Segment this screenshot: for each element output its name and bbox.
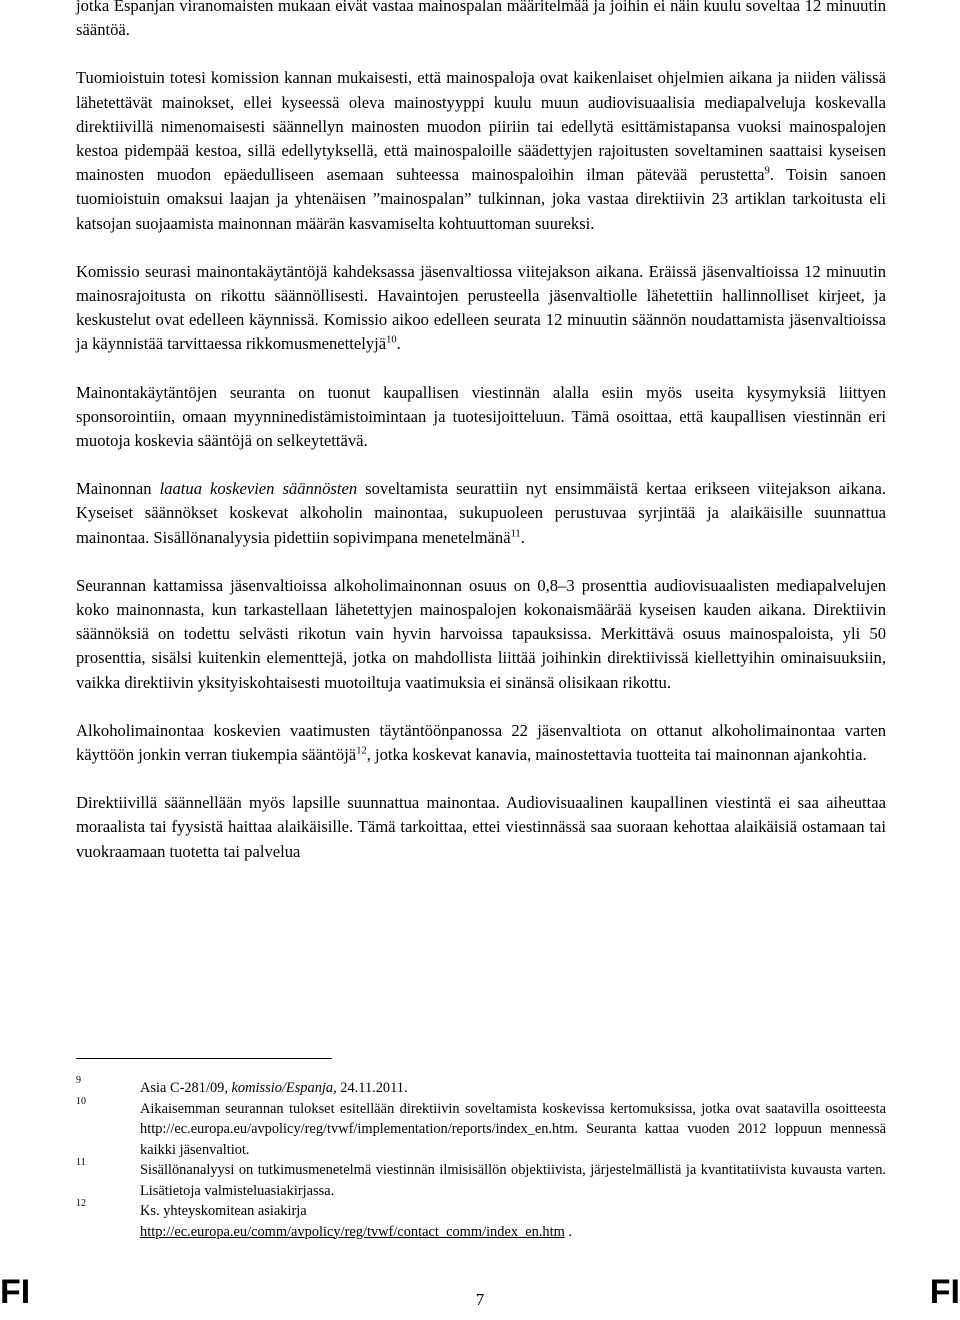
footnote-11 xyxy=(76,1157,886,1201)
footnote-text: Aikaisemman seurannan tulokset esitellään direktiivin soveltamista koskevissa kertomuksissa, jotka ovat saatavilla osoitteesta http://ec.europa.eu/avpolicy/reg/tvwf/implementation/reports/index_en.htm. Seuranta kattaa vuoden 2012 loppuun mennessä kaikki jäsenvaltiot. xyxy=(140,1100,886,1158)
paragraph-text: Komissio seurasi mainontakäytäntöjä kahdeksassa jäsenvaltiossa viitejakson aikana. Eräissä jäsenvaltioissa 12 minuutin mainosrajoitusta on rikottu säännöllisesti. Havaintojen perusteella jäsenvaltiolle lähetettiin hallinnolliset kirjeet, ja keskustelut ovat edelleen käynnissä. Komissio aikoo edelleen seurata 12 minuutin säännön noudattamista jäsenvaltioissa ja käynnistää tarvittaessa rikkomusmenettelyjä xyxy=(76,261,886,354)
footnote-number: 11 xyxy=(76,1157,86,1168)
footnote-italic: komissio/Espanja xyxy=(231,1080,334,1096)
paragraph-text: Seurannan kattamissa jäsenvaltioissa alkoholimainonnan osuus on 0,8–3 prosenttia audiovisuaalisten mediapalvelujen koko mainonnasta, kun tarkastellaan lähetettyjen mainospalojen kokonaismäärää kyseisen kauden aikana. Direktiivin säännöksiä on todettu selvästi rikotun vain hyvin harvoissa tapauksissa. Merkittävä osuus mainospaloista, yli 50 prosenttia, sisälsi kuitenkin elementtejä, jotka on mahdollista liittää joihinkin direktiivissä kiellettyihin ominaisuuksiin, vaikka direktiivin yksityiskohtaisesti muotoiltuja vaatimuksia ei sinänsä olisikaan rikottu. xyxy=(76,575,886,692)
paragraph xyxy=(76,260,886,357)
footnote-12 xyxy=(76,1198,886,1242)
paragraph-text: . Toisin sanoen tuomioistuin omaksui laajan ja yhtenäisen ”mainospalan” tulkinnan, joka vastaa direktiivin 23 artiklan tarkoitusta eli katsojan suojaamista mainonnan määrän kasvamiselta kohtuuttoman suureksi. xyxy=(76,165,886,233)
page-number: 7 xyxy=(475,1290,485,1309)
footnote-9 xyxy=(76,1075,886,1099)
paragraph xyxy=(76,791,886,864)
footnote-text: . xyxy=(564,1223,573,1240)
language-code-right: FI xyxy=(929,1273,960,1311)
paragraph xyxy=(76,574,886,695)
footnote-ref[interactable]: 10 xyxy=(386,334,397,346)
footnote-text: , 24.11.2011. xyxy=(333,1080,408,1096)
paragraph-text: Alkoholimainontaa koskevien vaatimusten täytäntöönpanossa 22 jäsenvaltiota on ottanut alkoholimainontaa varten käyttöön jonkin verran tiukempia sääntöjä xyxy=(76,720,886,765)
footnote-link[interactable]: http://ec.europa.eu/comm/avpolicy/reg/tvwf/contact_comm/index_en.htm xyxy=(140,1223,565,1240)
footnote-ref[interactable]: 9 xyxy=(764,165,770,177)
paragraph-text: Mainontakäytäntöjen seuranta on tuonut kaupallisen viestinnän alalla esiin myös useita kysymyksiä liittyen sponsorointiin, omaan myynninedistämistoimintaan ja tuotesijoitteluun. Tämä osoittaa, että kaupallisen viestinnän eri muotoja koskevia sääntöjä on selkeytettävä. xyxy=(76,382,886,451)
language-code-left: FI xyxy=(0,1273,31,1311)
paragraph-text: . xyxy=(520,527,525,547)
footnote-text: Ks. yhteyskomitean asiakirja xyxy=(140,1203,307,1219)
paragraph-text: . xyxy=(396,334,401,354)
emphasis-text: laatua koskevien säännösten xyxy=(159,479,358,499)
footnote-ref[interactable]: 11 xyxy=(510,528,521,540)
paragraph-text: Direktiivillä säännellään myös lapsille suunnattua mainontaa. Audiovisuaalinen kaupallinen viestintä ei saa aiheuttaa moraalista tai fyysistä haittaa alaikäisille. Tämä tarkoittaa, ettei viestinnässä saa suoraan kehottaa alaikäisiä ostamaan tai vuokraamaan tuotetta tai palvelua xyxy=(76,793,886,861)
paragraph-text: , jotka koskevat kanavia, mainostettavia tuotteita tai mainonnan ajankohtia. xyxy=(366,745,867,765)
footnote-divider xyxy=(76,1058,332,1059)
paragraph xyxy=(76,0,886,42)
footnote-number: 10 xyxy=(76,1095,86,1107)
paragraph xyxy=(76,719,886,767)
document-body xyxy=(76,0,886,888)
footnotes xyxy=(76,1075,886,1242)
footnote-text: Sisällönanalyysi on tutkimusmenetelmä viestinnän ilmisisällön objektiivista, järjestelmällistä ja kvantitatiivista kuvausta varten. Lisätietoja valmisteluasiakirjassa. xyxy=(140,1162,886,1199)
paragraph-text: jotka Espanjan viranomaisten mukaan eivät vastaa mainospalan määritelmää ja joihin ei näin kuulu soveltaa 12 minuutin sääntöä. xyxy=(76,0,886,40)
footnote-number: 9 xyxy=(76,1075,81,1086)
paragraph-text: soveltamista seurattiin nyt ensimmäistä kertaa erikseen viitejakson aikana. Kyseiset säännökset koskevat alkoholin mainontaa, sukupuoleen perustuvaa syrjintää ja alaikäisille suunnattua mainontaa. Sisällönanalyysia pidettiin sopivimpana menetelmänä xyxy=(76,479,886,547)
paragraph xyxy=(76,477,886,550)
paragraph-text: Tuomioistuin totesi komission kannan mukaisesti, että mainospaloja ovat kaikenlaiset ohjelmien aikana ja niiden välissä lähetettävät mainokset, ellei kyseessä oleva mainostyyppi kuulu muun audiovisuaalisia mediapalveluja koskevalla direktiivillä nimenomaisesti säännellyn mainosten muodon piiriin tai edellytä esittämistapansa vuoksi mainospalojen kestoa pidempää kestoa, sillä edellytyksellä, että mainospaloille säädettyjen rajoitusten soveltaminen saattaisi kyseisen mainosten muodon epäedulliseen asemaan suhteessa mainospaloihin ilman pätevää perustetta xyxy=(76,68,886,185)
paragraph xyxy=(76,66,886,235)
footnote-10 xyxy=(76,1095,886,1161)
footnote-ref[interactable]: 12 xyxy=(356,745,367,757)
paragraph-text: Mainonnan xyxy=(76,479,160,499)
footnote-number: 12 xyxy=(76,1198,86,1209)
paragraph xyxy=(76,381,886,454)
footnote-text: Asia C-281/09, xyxy=(140,1080,232,1096)
